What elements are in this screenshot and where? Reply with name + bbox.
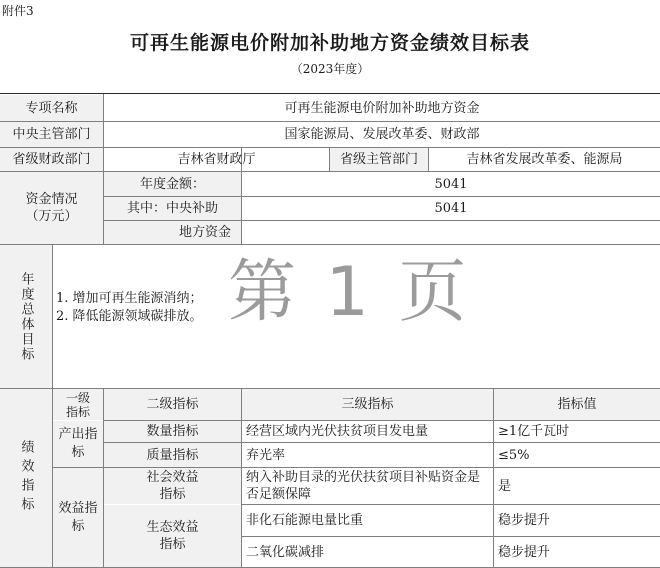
central-subsidy-label: 其中：中央补助: [104, 197, 241, 220]
goal-item: 1. 增加可再生能源消纳；: [56, 291, 203, 306]
goal-item: 2. 降低能源领域碳排放。: [56, 309, 203, 324]
funds-label: 资金情况 （万元）: [0, 172, 103, 244]
row3-level3: 纳入补助目录的光伏扶贫项目补贴资金是 否足额保障: [246, 470, 481, 502]
row4-value: 稳步提升: [498, 513, 551, 528]
row5-level3: 二氧化碳减排: [246, 544, 325, 560]
row2-level2: 质量指标: [104, 443, 241, 467]
provincial-department-value: 吉林省发展改革委、能源局: [466, 152, 623, 167]
row3-level2: 社会效益 指标: [104, 468, 241, 504]
row4-level2: 生态效益 指标: [104, 505, 241, 567]
year-label: （2023年度）: [290, 62, 370, 76]
row1-level3: 经营区域内光伏扶贫项目发电量: [246, 424, 429, 439]
indicators-label: [0, 389, 52, 567]
overall-goal-label-text: 年度总体目标: [18, 271, 34, 362]
annual-amount-label: 年度金额：: [104, 172, 241, 196]
header-level2: 二级指标: [104, 389, 241, 420]
row5-value: 稳步提升: [498, 544, 551, 560]
indicators-label-text: 绩效指标: [18, 440, 34, 516]
row1-level2: 数量指标: [104, 421, 241, 442]
provincial-department-label: 省级主管部门: [330, 148, 428, 171]
header-value: 指标值: [494, 389, 660, 420]
header-level1: 一级 指标: [53, 389, 103, 420]
provincial-finance-value: 吉林省财政厅: [177, 152, 256, 167]
row4-level3: 非化石能源电量比重: [246, 513, 364, 528]
output-indicator-label: 产出指 标: [53, 421, 103, 467]
row1-value: ≥1亿千瓦时: [498, 424, 570, 439]
central-department-value: 国家能源局、发展改革委、财政部: [284, 127, 480, 142]
header-level3: 三级指标: [242, 389, 493, 420]
project-name-label: 专项名称: [0, 95, 103, 121]
annual-amount-value: 5041: [434, 176, 468, 192]
row3-value: 是: [498, 478, 512, 494]
local-funds-label: 地方资金: [104, 221, 241, 244]
overall-goal-label: [0, 245, 52, 388]
row2-level3: 弃光率: [246, 447, 286, 463]
central-department-label: 中央主管部门: [0, 122, 103, 147]
central-subsidy-value: 5041: [434, 201, 468, 216]
page-watermark: 第 1 页: [228, 253, 471, 332]
project-name-value: 可再生能源电价附加补助地方资金: [284, 100, 480, 116]
attachment-label: 附件3: [2, 4, 34, 18]
page-title: 可再生能源电价附加补助地方资金绩效目标表: [129, 32, 530, 54]
row2-value: ≤5%: [498, 447, 530, 463]
effect-indicator-label: 效益指 标: [53, 468, 103, 567]
provincial-finance-label: 省级财政部门: [0, 148, 103, 171]
overall-goals-list: [56, 290, 203, 326]
